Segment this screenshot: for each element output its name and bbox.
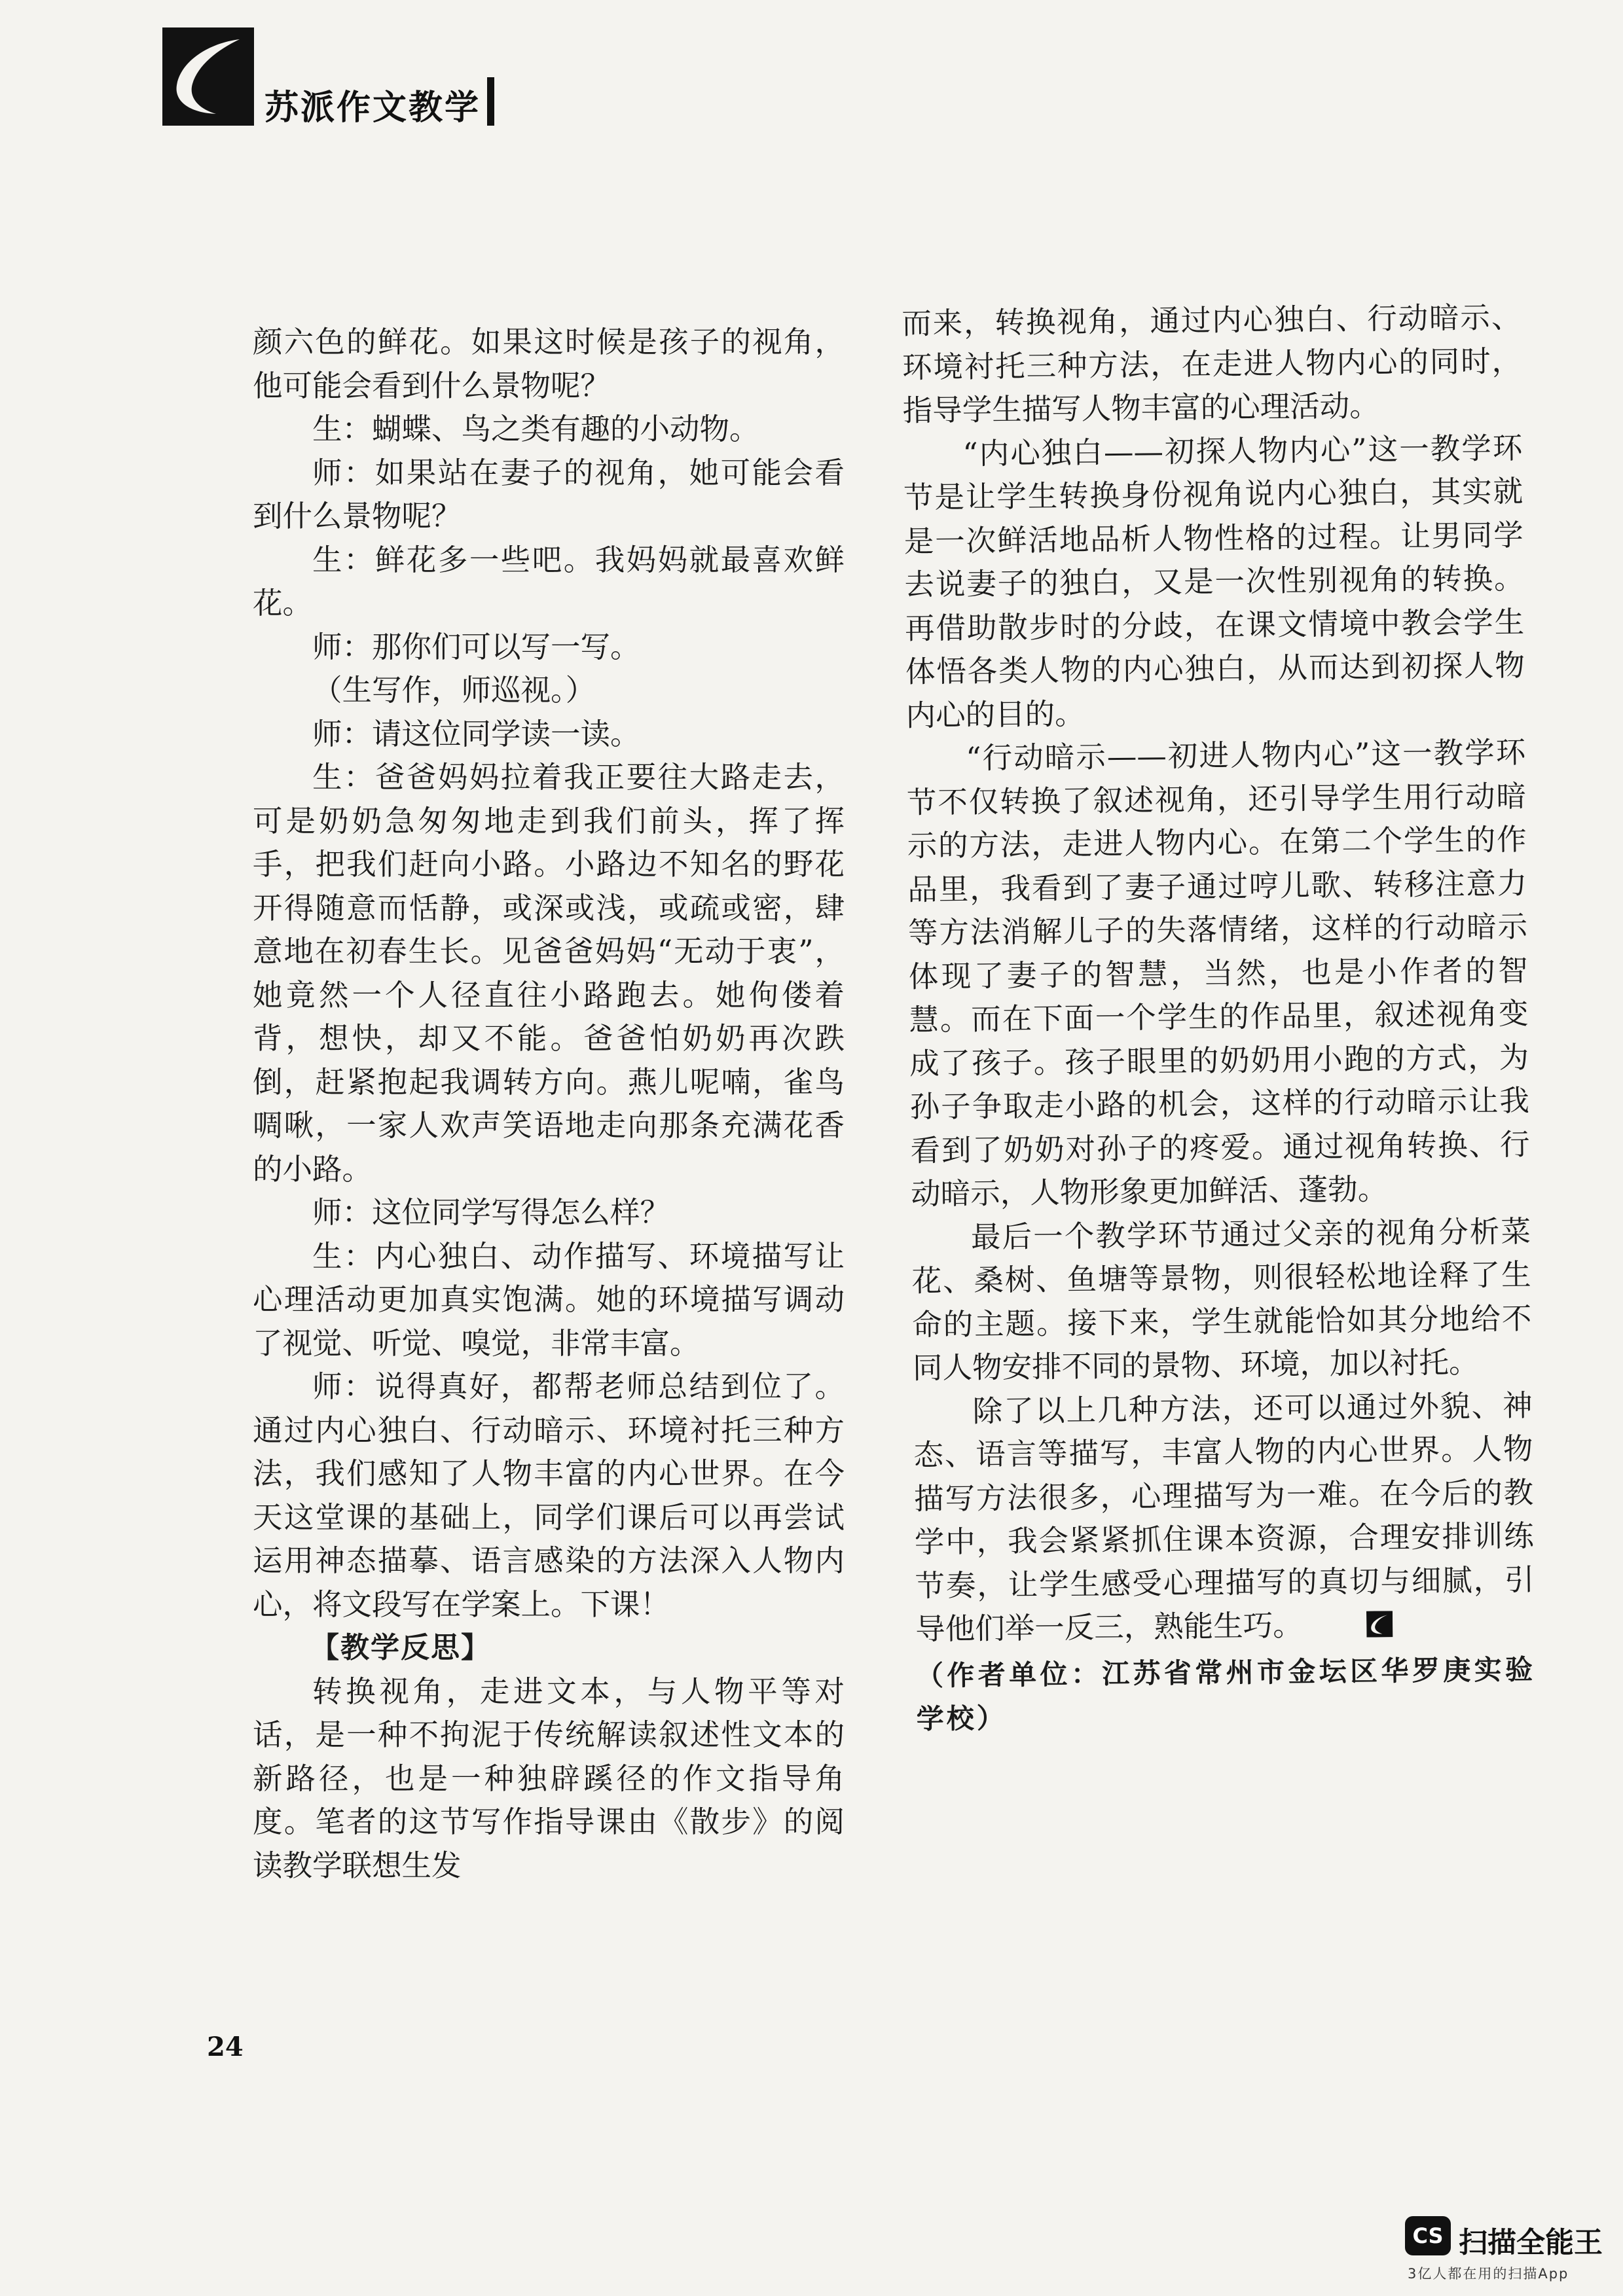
camscanner-logo-icon: CS <box>1405 2216 1451 2255</box>
left-column-paragraph: 生：蝴蝶、鸟之类有趣的小动物。 <box>312 412 759 446</box>
right-column-body <box>902 296 1532 1390</box>
header-divider-bar <box>487 77 494 126</box>
closing-paragraph-text: 除了以上几种方法，还可以通过外貌、神态、语言等描写，丰富人物的内心世界。人物描写方法很多，心理描写为一难。在今后的教学中，我会紧紧抓住课本资源，合理安排训练节奏，让学生感受心理描写的真切与细腻，引导他们举一反三，熟能生巧。 <box>913 1388 1535 1647</box>
scanner-slogan: 3亿人都在用的扫描App <box>1408 2266 1569 2282</box>
left-column-paragraph: 生：内心独白、动作描写、环境描写让心理活动更加真实饱满。她的环境描写调动了视觉、听觉、嗅觉，非常丰富。 <box>253 1238 845 1361</box>
scanner-watermark <box>1405 2216 1608 2288</box>
crescent-c-logo-icon <box>162 27 254 126</box>
right-column-paragraph: 最后一个教学环节通过父亲的视角分析菜花、桑树、鱼塘等景物，则很轻松地诠释了生命的主题。接下来，学生就能恰如其分地给不同人物安排不同的景物、环境，加以衬托。 <box>911 1213 1532 1386</box>
left-column-paragraph: 师：说得真好，都帮老师总结到位了。通过内心独白、行动暗示、环境衬托三种方法，我们感知了人物丰富的内心世界。在今天这堂课的基础上，同学们课后可以再尝试运用神态描摹、语言感染的方法深入人物内心，将文段写在学案上。下课！ <box>253 1369 845 1622</box>
journal-title: 苏派作文教学 <box>264 88 481 128</box>
left-column-paragraph: 师：那你们可以写一写。 <box>312 629 640 664</box>
left-column-paragraph: （生写作，师巡视。） <box>312 673 596 708</box>
scanner-app-name: 扫描全能王 <box>1459 2226 1603 2259</box>
right-column-paragraph: 而来，转换视角，通过内心独白、行动暗示、环境衬托三种方法，在走进人物内心的同时，指导学生描写人物丰富的心理活动。 <box>902 300 1522 428</box>
page-header <box>162 27 529 126</box>
left-column <box>253 321 845 1888</box>
article-end-mark-icon <box>1306 1605 1393 1650</box>
right-column-paragraph: “内心独白——初探人物内心”这一教学环节是让学生转换身份视角说内心独白，其实就是一次鲜活地品析人物性格的过程。让男同学去说妻子的独白，又是一次性别视角的转换。再借助散步时的分歧，在课文情境中教会学生体悟各类人物的内心独白，从而达到初探人物内心的目的。 <box>903 430 1525 733</box>
left-column-paragraph: 颜六色的鲜花。如果这时候是孩子的视角，他可能会看到什么景物呢？ <box>253 325 845 403</box>
left-column-paragraph: 师：请这位同学读一读。 <box>312 716 640 751</box>
right-column-paragraph: “行动暗示——初进人物内心”这一教学环节不仅转换了叙述视角，还引导学生用行动暗示的方法，走进人物内心。在第二个学生的作品里，我看到了妻子通过哼儿歌、转移注意力等方法消解儿子的失落情绪，这样的行动暗示体现了妻子的智慧，当然，也是小作者的智慧。而在下面一个学生的作品里，叙述视角变成了孩子。孩子眼里的奶奶用小跑的方式，为孙子争取走小路的机会，这样的行动暗示让我看到了奶奶对孙子的疼爱。通过视角转换、行动暗示，人物形象更加鲜活、蓬勃。 <box>906 735 1530 1211</box>
author-unit: （作者单位：江苏省常州市金坛区华罗庚实验学校） <box>915 1653 1536 1735</box>
left-column-paragraph: 生：鲜花多一些吧。我妈妈就最喜欢鲜花。 <box>253 542 845 620</box>
left-column-paragraph: 师：如果站在妻子的视角，她可能会看到什么景物呢？ <box>253 455 845 533</box>
reflection-paragraph-start: 转换视角，走进文本，与人物平等对话，是一种不拘泥于传统解读叙述性文本的新路径，也是一种独辟蹊径的作文指导角度。笔者的这节写作指导课由《散步》的阅读教学联想生发 <box>253 1674 845 1883</box>
closing-paragraph <box>913 1384 1535 1655</box>
left-column-paragraph: 生：爸爸妈妈拉着我正要往大路走去，可是奶奶急匆匆地走到我们前头，挥了挥手，把我们赶向小路。小路边不知名的野花开得随意而恬静，或深或浅，或疏或密，肆意地在初春生长。见爸爸妈妈“无动于衷”，她竟然一个人径直往小路跑去。她佝偻着背，想快，却又不能。爸爸怕奶奶再次跌倒，赶紧抱起我调转方向。燕儿呢喃，雀鸟啁啾，一家人欢声笑语地走向那条充满花香的小路。 <box>253 760 845 1187</box>
page-number: 24 <box>207 2032 244 2062</box>
left-column-body <box>253 321 845 1626</box>
left-column-paragraph: 师：这位同学写得怎么样？ <box>312 1195 670 1230</box>
reflection-heading: 【教学反思】 <box>310 1631 491 1664</box>
right-column <box>902 296 1536 1740</box>
